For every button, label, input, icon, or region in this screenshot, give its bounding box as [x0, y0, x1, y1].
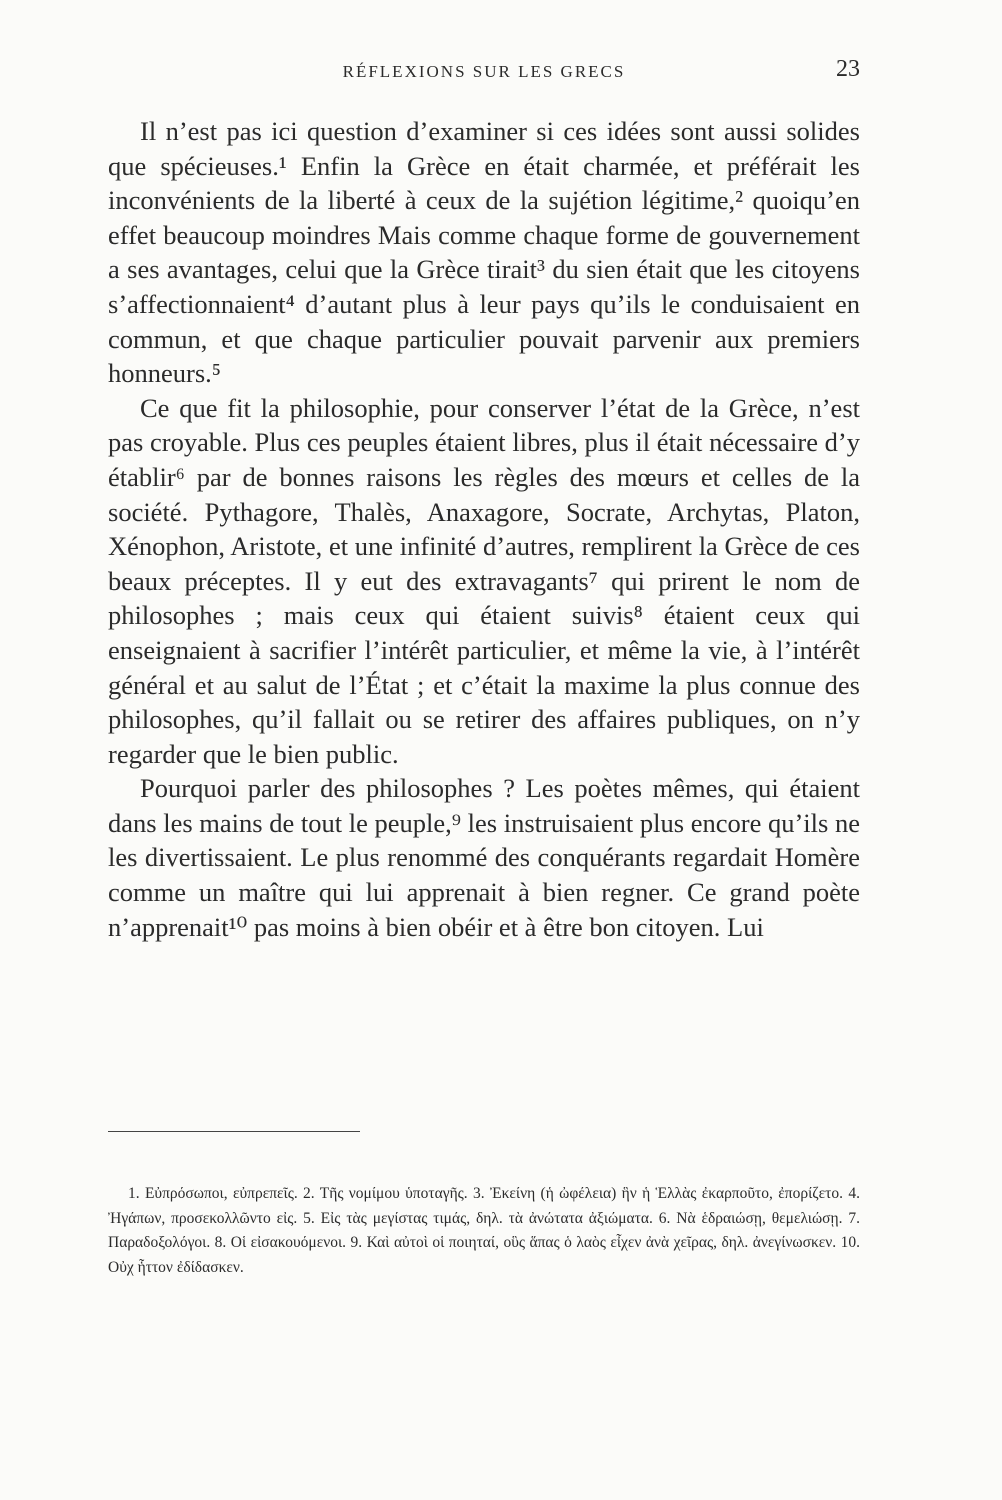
body-text — [108, 114, 860, 944]
page-number: 23 — [836, 56, 860, 82]
footnotes — [108, 1182, 860, 1281]
paragraph: Ce que fit la philosophie, pour conserver l’état de la Grèce, n’est pas croyable. Plus ces peuples étaient libres, plus il était nécessaire d’y établir⁶ par de bonnes raisons les règles des mœurs et celles de la société. Pythagore, Thalès, Anaxagore, Socrate, Archytas, Platon, Xénophon, Aristote, et une infinité d’autres, remplirent la Grèce de ces beaux préceptes. Il y eut des extravagants⁷ qui prirent le nom de philosophes ; mais ceux qui étaient suivis⁸ étaient ceux qui enseignaient à sacrifier l’intérêt particulier, et même la vie, à l’intérêt général et au salut de l’État ; et c’était la maxime la plus connue des philosophes, qu’il fallait ou se retirer des affaires publiques, on n’y regarder que le bien public. — [108, 392, 860, 769]
footnote-rule — [108, 1131, 360, 1132]
footnote-text: 1. Εὐπρόσωποι, εὐπρεπεῖς. 2. Τῆς νομίμου ὑποταγῆς. 3. Ἐκείνη (ἡ ὠφέλεια) ἣν ἡ Ἑλλὰς ἐκαρποῦτο, ἐπορίζετο. 4. Ἠγάπων, προσεκολλῶντο εἰς. 5. Εἰς τὰς μεγίστας τιμάς, δηλ. τὰ ἀνώτατα ἀξιώματα. 6. Νὰ ἑδραιώσῃ, θεμελιώσῃ. 7. Παραδοξολόγοι. 8. Οἱ εἰσακουόμενοι. 9. Καὶ αὐτοὶ οἱ ποιηταί, οὓς ἅπας ὁ λαὸς εἶχεν ἀνὰ χεῖρας, δηλ. ἀνεγίνωσκεν. 10. Οὐχ ἧττον ἐδίδασκεν. — [108, 1185, 860, 1277]
paragraph: Pourquoi parler des philosophes ? Les poètes mêmes, qui étaient dans les mains de tout le peuple,⁹ les instruisaient plus encore qu’ils ne les divertissaient. Le plus renommé des conquérants regardait Homère comme un maître qui lui apprenait à bien regner. Ce grand poète n’apprenait¹⁰ pas moins à bien obéir et à être bon citoyen. Lui — [108, 773, 860, 942]
paragraph: Il n’est pas ici question d’examiner si ces idées sont aussi solides que spécieuses.¹ Enfin la Grèce en était charmée, et préférait les inconvénients de la liberté à ceux de la sujétion légitime,² quoiqu’en effet beaucoup moindres Mais comme chaque forme de gouvernement a ses avantages, celui que la Grèce tirait³ du sien était que les citoyens s’affectionnaient⁴ d’autant plus à leur pays qu’ils le conduisaient en commun, et que chaque particulier pouvait parvenir aux premiers honneurs.⁵ — [108, 116, 860, 389]
running-title: RÉFLEXIONS SUR LES GRECS — [342, 62, 626, 81]
page-header — [108, 56, 860, 90]
